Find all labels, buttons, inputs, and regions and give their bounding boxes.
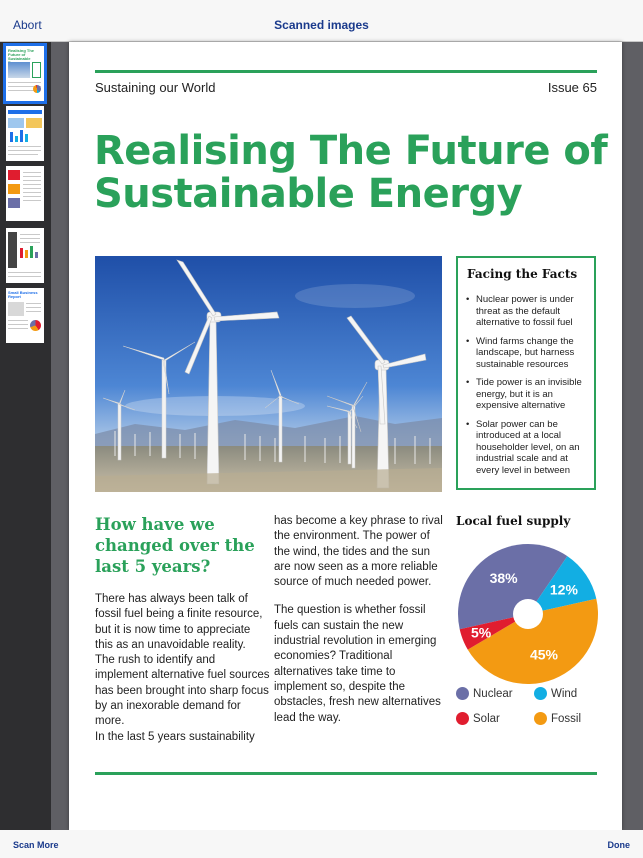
legend-label: Nuclear	[473, 687, 513, 700]
legend-swatch	[534, 687, 547, 700]
thumbnail-title: Small Business Report	[8, 290, 38, 299]
facts-item: • Nuclear power is under threat as the default alternative to fossil fuel	[466, 294, 590, 329]
footer-rule	[95, 772, 597, 775]
legend-swatch	[456, 687, 469, 700]
pie-data-label: 45%	[529, 646, 558, 663]
legend-item-nuclear	[456, 687, 513, 700]
header-rule	[95, 70, 597, 73]
publication-name: Sustaining our World	[95, 80, 216, 95]
scan-more-button[interactable]: Scan More	[13, 840, 59, 850]
legend-swatch	[534, 712, 547, 725]
facts-title: Facing the Facts	[467, 267, 578, 281]
paragraph: There has always been talk of fossil fuel being a finite resource, but it is now time to appreciate this as an unavoidable reality.	[95, 593, 263, 651]
legend-item-wind	[534, 687, 577, 700]
headline: Realising The Future of Sustainable Energy	[94, 128, 608, 217]
legend-swatch	[456, 712, 469, 725]
facts-list	[466, 294, 590, 483]
thumbnail-page-3[interactable]	[6, 166, 44, 221]
thumbnail-title: Realising The Future of Sustainable	[8, 48, 35, 61]
legend-item-fossil	[534, 712, 581, 725]
paragraph: The question is whether fossil fuels can sustain the new industrial revolution in emerging economies? Traditional alternatives take time to implement so, despite the obstacles, fresh new alternatives lead the way.	[274, 604, 441, 724]
thumbnail-strip[interactable]	[0, 42, 51, 830]
legend-label: Fossil	[551, 712, 582, 725]
bottom-bar	[0, 830, 643, 858]
facts-item: • Solar power can be introduced at a local householder level, on an industrial scale and at every level in between	[466, 419, 590, 477]
pie-center-hole	[513, 599, 543, 629]
paragraph: In the last 5 years sustainability	[95, 730, 255, 743]
paragraph: has become a key phrase to rival the environment. The power of the wind, the tides and the sun are now seen as a more reliable source of much needed power.	[274, 515, 443, 589]
facts-box	[456, 256, 596, 490]
pie-data-label: 38%	[489, 570, 518, 587]
thumbnail-page-1[interactable]	[6, 46, 44, 101]
facts-item: • Wind farms change the landscape, but harness sustainable resources	[466, 336, 590, 371]
scanned-page	[69, 42, 622, 830]
legend-label: Solar	[473, 712, 500, 725]
facts-item: • Tide power is an invisible energy, but it is an expensive alternative	[466, 377, 590, 412]
pie-data-label: 5%	[471, 624, 492, 641]
done-button[interactable]: Done	[607, 840, 630, 850]
issue-number: Issue 65	[547, 80, 597, 95]
paragraph: The rush to identify and implement alternative fuel sources has been brought into sharp focus by an inexorable demand for more.	[95, 654, 270, 728]
legend-label: Wind	[551, 687, 578, 700]
screen-title: Scanned images	[274, 18, 369, 32]
main-area	[0, 42, 643, 830]
article-subheading: How have we changed over the last 5 years?	[95, 515, 255, 576]
chart-title: Local fuel supply	[456, 514, 571, 528]
thumbnail-page-5[interactable]	[6, 288, 44, 343]
abort-button[interactable]: Abort	[13, 18, 42, 32]
top-bar	[0, 0, 643, 42]
thumbnail-page-2[interactable]	[6, 106, 44, 161]
wind-turbine-photo	[95, 256, 442, 492]
thumbnail-page-4[interactable]	[6, 228, 44, 283]
fuel-supply-pie-chart	[456, 532, 601, 684]
article-column-1	[95, 592, 271, 745]
wind-turbines-image	[95, 256, 442, 492]
pie-data-label: 12%	[549, 581, 578, 598]
article-column-2	[274, 514, 444, 726]
legend-item-solar	[456, 712, 500, 725]
